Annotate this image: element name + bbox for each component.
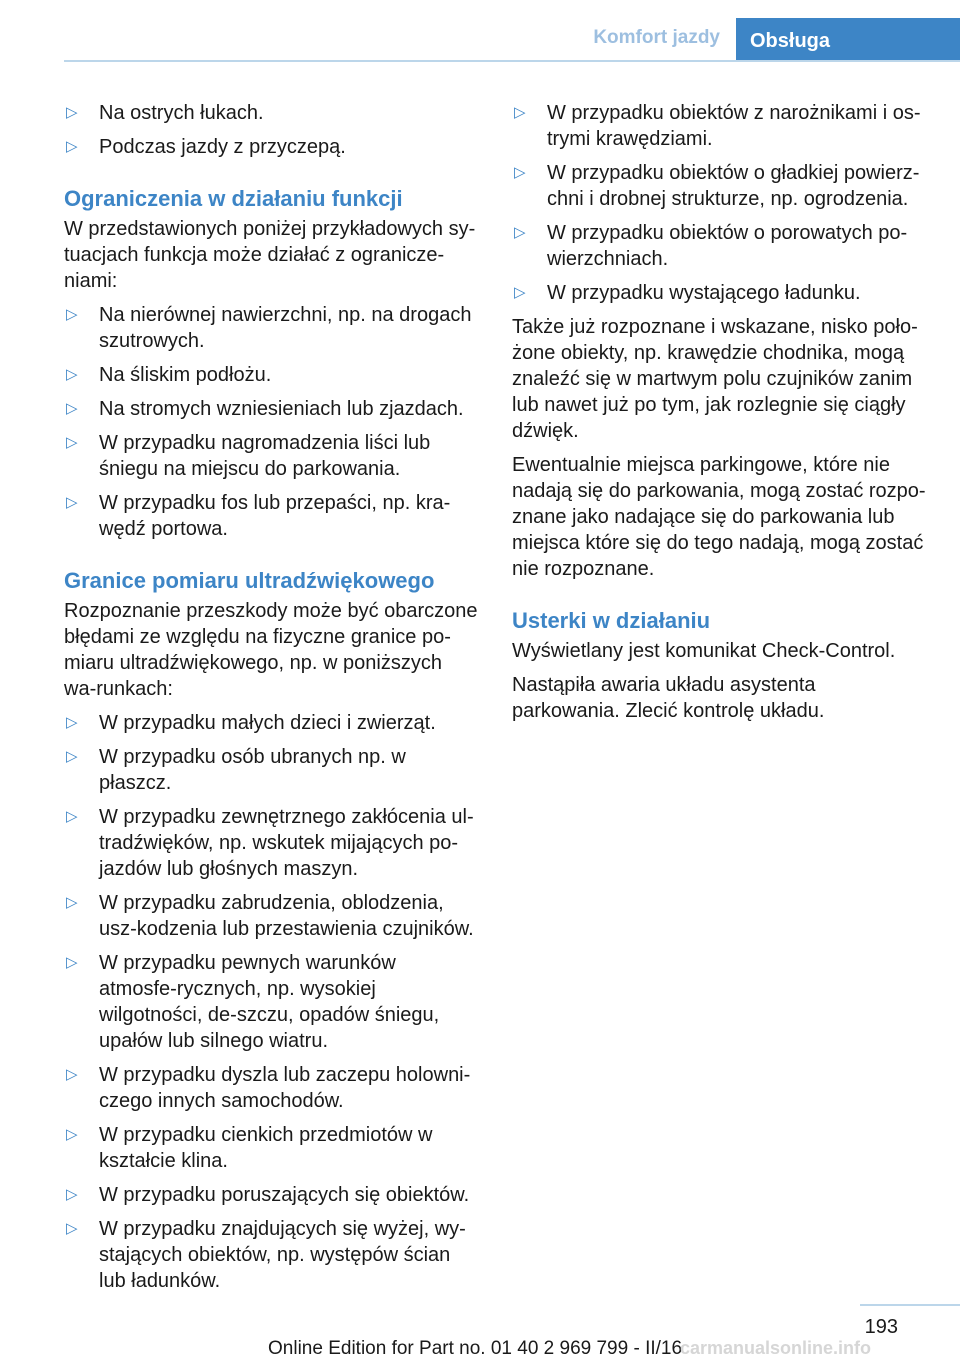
list-item: ▷ Na stromych wzniesieniach lub zjazdach. bbox=[66, 398, 464, 420]
list-item: ▷ W przypadku obiektów z narożnikami i os‐trymi krawędziami. bbox=[514, 102, 921, 150]
paragraph: Nastąpiła awaria układu asystenta parkowania. Zlecić kontrolę układu. bbox=[512, 674, 825, 722]
footer-divider bbox=[860, 1304, 960, 1306]
paragraph: Rozpoznanie przeszkody może być obarczone błędami ze względu na fizyczne granice po‐miaru ultradźwiękowego, np. w poniższych wa‐runkach: bbox=[64, 600, 478, 700]
triangle-bullet-icon: ▷ bbox=[66, 1126, 78, 1143]
list-item: ▷ W przypadku obiektów o porowatych po‐wierzchniach. bbox=[514, 222, 908, 270]
list-item: ▷ W przypadku fos lub przepaści, np. kra‐wędź portowa. bbox=[66, 492, 451, 540]
triangle-bullet-icon: ▷ bbox=[66, 306, 78, 323]
paragraph: Także już rozpoznane i wskazane, nisko poło‐żone obiekty, np. krawędzie chodnika, mogą znaleźć się w martwym polu czujników zanim lub nawet już po tym, jak rozlegnie się ciągły dźwięk. bbox=[512, 316, 918, 442]
list-item: ▷ W przypadku znajdujących się wyżej, wy‐stających obiektów, np. występów ścian lub ładunków. bbox=[66, 1218, 466, 1292]
paragraph: Wyświetlany jest komunikat Check-Control. bbox=[512, 640, 896, 662]
triangle-bullet-icon: ▷ bbox=[66, 954, 78, 971]
triangle-bullet-icon: ▷ bbox=[514, 284, 526, 301]
bullet-list bbox=[512, 100, 926, 306]
list-item: ▷ W przypadku małych dzieci i zwierząt. bbox=[66, 712, 436, 734]
list-item: ▷ W przypadku zewnętrznego zakłócenia ul‐tradźwięków, np. wskutek mijających po‐jazdów lub głośnych maszyn. bbox=[66, 806, 474, 880]
triangle-bullet-icon: ▷ bbox=[66, 138, 78, 155]
paragraph: W przedstawionych poniżej przykładowych sy‐tuacjach funkcja może działać z ogranicze‐niami: bbox=[64, 218, 476, 292]
triangle-bullet-icon: ▷ bbox=[66, 1186, 78, 1203]
list-item: ▷ W przypadku obiektów o gładkiej powierz‐chni i drobnej strukturze, np. ogrodzenia. bbox=[514, 162, 920, 210]
triangle-bullet-icon: ▷ bbox=[66, 894, 78, 911]
header-divider bbox=[64, 60, 960, 62]
left-column bbox=[64, 100, 478, 1302]
bullet-list bbox=[64, 710, 478, 1294]
paragraph: Ewentualnie miejsca parkingowe, które nie nadają się do parkowania, mogą zostać rozpo‐znane jako nadające się do parkowania lub miejsca które się do tego nadają, mogą zostać nie rozpoznane. bbox=[512, 454, 926, 580]
triangle-bullet-icon: ▷ bbox=[66, 714, 78, 731]
list-item: ▷ W przypadku cienkich przedmiotów w kształcie klina. bbox=[66, 1124, 433, 1172]
edition-note: Online Edition for Part no. 01 40 2 969 799 - II/16 bbox=[268, 1338, 683, 1359]
list-item: ▷ W przypadku zabrudzenia, oblodzenia, usz‐kodzenia lub przestawienia czujników. bbox=[66, 892, 474, 940]
list-item: ▷ W przypadku poruszających się obiektów. bbox=[66, 1184, 470, 1206]
list-item: ▷ Podczas jazdy z przyczepą. bbox=[66, 136, 346, 158]
triangle-bullet-icon: ▷ bbox=[66, 400, 78, 417]
list-item: ▷ W przypadku dyszla lub zaczepu holowni‐czego innych samochodów. bbox=[66, 1064, 471, 1112]
triangle-bullet-icon: ▷ bbox=[66, 104, 78, 121]
triangle-bullet-icon: ▷ bbox=[66, 748, 78, 765]
section-heading: Ograniczenia w działaniu funkcji bbox=[64, 186, 403, 211]
section-tab[interactable]: Komfort jazdy bbox=[593, 27, 720, 48]
right-column bbox=[512, 100, 926, 732]
bullet-list bbox=[64, 302, 478, 542]
section-heading: Usterki w działaniu bbox=[512, 608, 711, 633]
page-number: 193 bbox=[864, 1316, 898, 1338]
triangle-bullet-icon: ▷ bbox=[514, 224, 526, 241]
triangle-bullet-icon: ▷ bbox=[66, 494, 78, 511]
list-item: ▷ W przypadku wystającego ładunku. bbox=[514, 282, 861, 304]
list-item: ▷ W przypadku pewnych warunków atmosfe‐rycznych, np. wysokiej wilgotności, de‐szczu, opadów śniegu, upałów lub silnego wiatru. bbox=[66, 952, 440, 1052]
triangle-bullet-icon: ▷ bbox=[66, 366, 78, 383]
list-item: ▷ Na nierównej nawierzchni, np. na drogach szutrowych. bbox=[66, 304, 472, 352]
triangle-bullet-icon: ▷ bbox=[66, 434, 78, 451]
list-item: ▷ W przypadku osób ubranych np. w płaszcz. bbox=[66, 746, 406, 794]
watermark: carmanualsonline.info bbox=[680, 1338, 872, 1358]
triangle-bullet-icon: ▷ bbox=[66, 1220, 78, 1237]
list-item: ▷ Na ostrych łukach. bbox=[66, 102, 264, 124]
triangle-bullet-icon: ▷ bbox=[514, 164, 526, 181]
triangle-bullet-icon: ▷ bbox=[514, 104, 526, 121]
section-heading: Granice pomiaru ultradźwiękowego bbox=[64, 568, 435, 593]
chapter-tab[interactable]: Obsługa bbox=[736, 18, 960, 62]
triangle-bullet-icon: ▷ bbox=[66, 1066, 78, 1083]
page-header bbox=[0, 0, 960, 62]
triangle-bullet-icon: ▷ bbox=[66, 808, 78, 825]
list-item: ▷ W przypadku nagromadzenia liści lub śniegu na miejscu do parkowania. bbox=[66, 432, 431, 480]
bullet-list bbox=[64, 100, 478, 160]
list-item: ▷ Na śliskim podłożu. bbox=[66, 364, 272, 386]
